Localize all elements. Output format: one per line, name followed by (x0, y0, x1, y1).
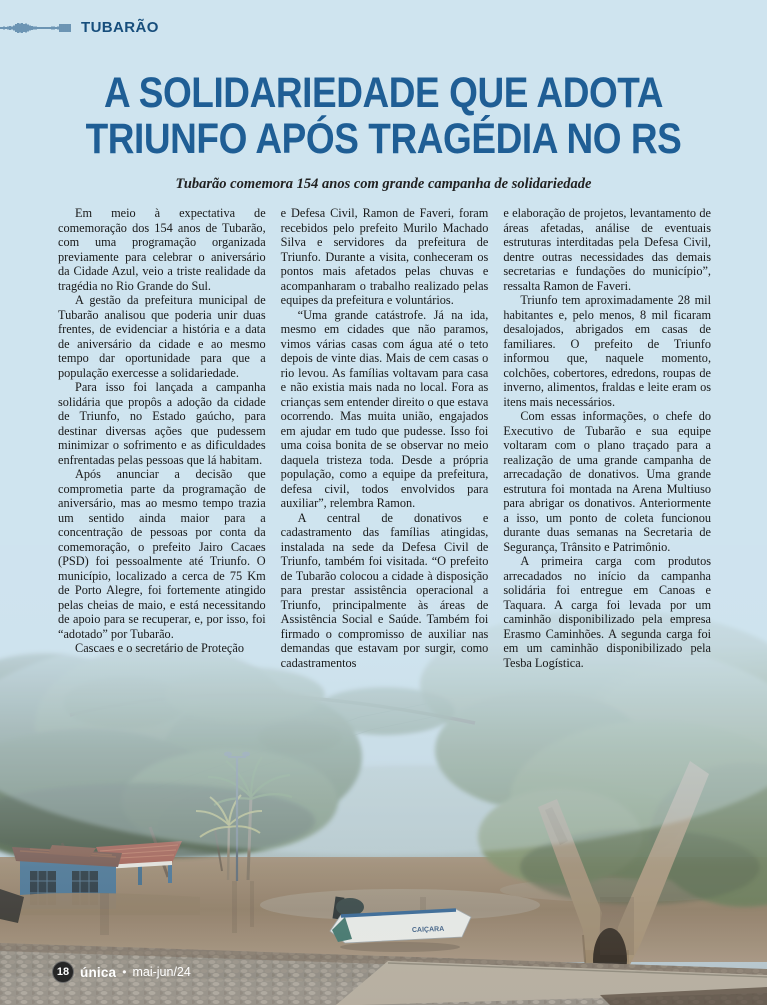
paragraph: Triunfo tem aproximadamente 28 mil habitantes e, pelo menos, 8 mil ficaram desalojados, abrigados em casas de familiares. O prefeito de Triunfo informou que, naquele momento, colchões, cobertores, edredons, roupas de inverno, alimentos, fraldas e leite eram os itens mais necessários. (503, 293, 712, 409)
paragraph: A central de donativos e cadastramento das famílias atingidas, instalada na sede da Defesa Civil de Triunfo, também foi visitada. “O prefeito de Tubarão colocou a cidade à disposição para prestar assistência operacional a Triunfo, principalmente às áreas de Assistência Social e Saúde. Também foi firmado o compromisso de auxiliar nas demandas que estavam por surgir, como cadastramentos (280, 510, 489, 670)
article-title (54, 70, 714, 162)
column-2 (281, 206, 489, 670)
headline (0, 70, 767, 193)
paragraph: Após anunciar a decisão que comprometia parte da programação de aniversário, mas ao mesmo tempo trazia um sentido ainda maior para a concentração de pessoas por conta da comemoração, o prefeito Jairo Cacaes (PSD) foi pessoalmente até Triunfo. O município, localizado a cerca de 75 Km de Porto Alegre, foi fortemente atingido pelas cheias de maio, e está necessitando de apoio para se recuperar, e, por isso, foi “adotado” por Tubarão. (58, 467, 266, 641)
title-line-2: TRIUNFO APÓS TRAGÉDIA NO RS (85, 115, 682, 163)
paragraph: “Uma grande catástrofe. Já na ida, mesmo em cidades que não paramos, vimos várias casas com água até o teto depois de vinte dias. Mais de cem casas o rio levou. As famílias voltavam para casa e não existia mais nada no local. Fora as crianças sem entender direito o que estava ocorrendo. Mas muita união, engajados em ajudar em tudo que pudesse. Isso foi uma coisa bonita de se observar no meio daquela tristeza toda. Desde a própria população, como a equipe da prefeitura, defesa civil, todos envolvidos para auxiliar”, relembra Ramon. (280, 307, 489, 510)
page-number-badge: 18 (52, 961, 74, 983)
paragraph: e elaboração de projetos, levantamento de áreas afetadas, análise de eventuais estruturas interditadas pela Defesa Civil, dentre outras necessidades das demais secretarias e fundações do município”, ressalta Ramon de Faveri. (503, 206, 712, 293)
column-3 (503, 206, 711, 670)
paragraph: Em meio à expectativa de comemoração dos 154 anos de Tubarão, com uma programação organizada previamente para celebrar o aniversário da Cidade Azul, veio a triste realidade da tragédia no Rio Grande do Sul. (58, 206, 266, 293)
section-label: TUBARÃO (81, 19, 159, 36)
paragraph: A primeira carga com produtos arrecadados no início da campanha solidária foi entregue em Canoas e Taquara. A carga foi levada por um caminhão disponibilizado pela empresa Erasmo Caminhões. A segunda carga foi em um caminhão disponibilizado pela Tesba Logística. (503, 554, 712, 670)
paragraph: e Defesa Civil, Ramon de Faveri, foram recebidos pelo prefeito Murilo Machado Silva e servidores da prefeitura de Triunfo. Durante a visita, conheceram os pontos mais afetados pelas chuvas e acompanharam o trabalho realizado pelas equipes da prefeitura e voluntários. (280, 206, 489, 307)
paragraph: Cascaes e o secretário de Proteção (75, 641, 244, 655)
magazine-name: única (80, 964, 117, 980)
section-header (0, 19, 159, 36)
paragraph: A gestão da prefeitura municipal de Tubarão analisou que poderia unir duas frentes, de evidenciar a história e a data de aniversário da cidade e ao mesmo tempo dar oportunidade para que a população exercesse a solidariedade. (58, 293, 266, 380)
title-line-1: A SOLIDARIEDADE QUE ADOTA (103, 69, 664, 117)
paragraph: Para isso foi lançada a campanha solidária que propôs a adoção da cidade de Triunfo, no Estado gaúcho, para destinar diversas ações que pudessem minimizar o sofrimento e as dificuldades enfrentadas pelas pessoas que lá habitam. (58, 380, 266, 467)
column-1 (58, 206, 266, 670)
article-body (58, 206, 711, 670)
article-subtitle: Tubarão comemora 154 anos com grande campanha de solidariedade (175, 176, 592, 192)
footer-separator: • (122, 965, 127, 979)
page-footer (52, 961, 191, 983)
waveform-icon (0, 20, 74, 36)
issue-label: mai-jun/24 (132, 965, 191, 979)
paragraph: Com essas informações, o chefe do Executivo de Tubarão e sua equipe voltaram com o plano traçado para a realização de uma grande campanha de arrecadação de donativos. Uma grande estrutura foi montada na Arena Multiuso para abrigar os donativos. Anteriormente a isso, um ponto de coleta funcionou durante duas semanas na Secretaria de Segurança, Trânsito e Patrimônio. (503, 409, 712, 554)
